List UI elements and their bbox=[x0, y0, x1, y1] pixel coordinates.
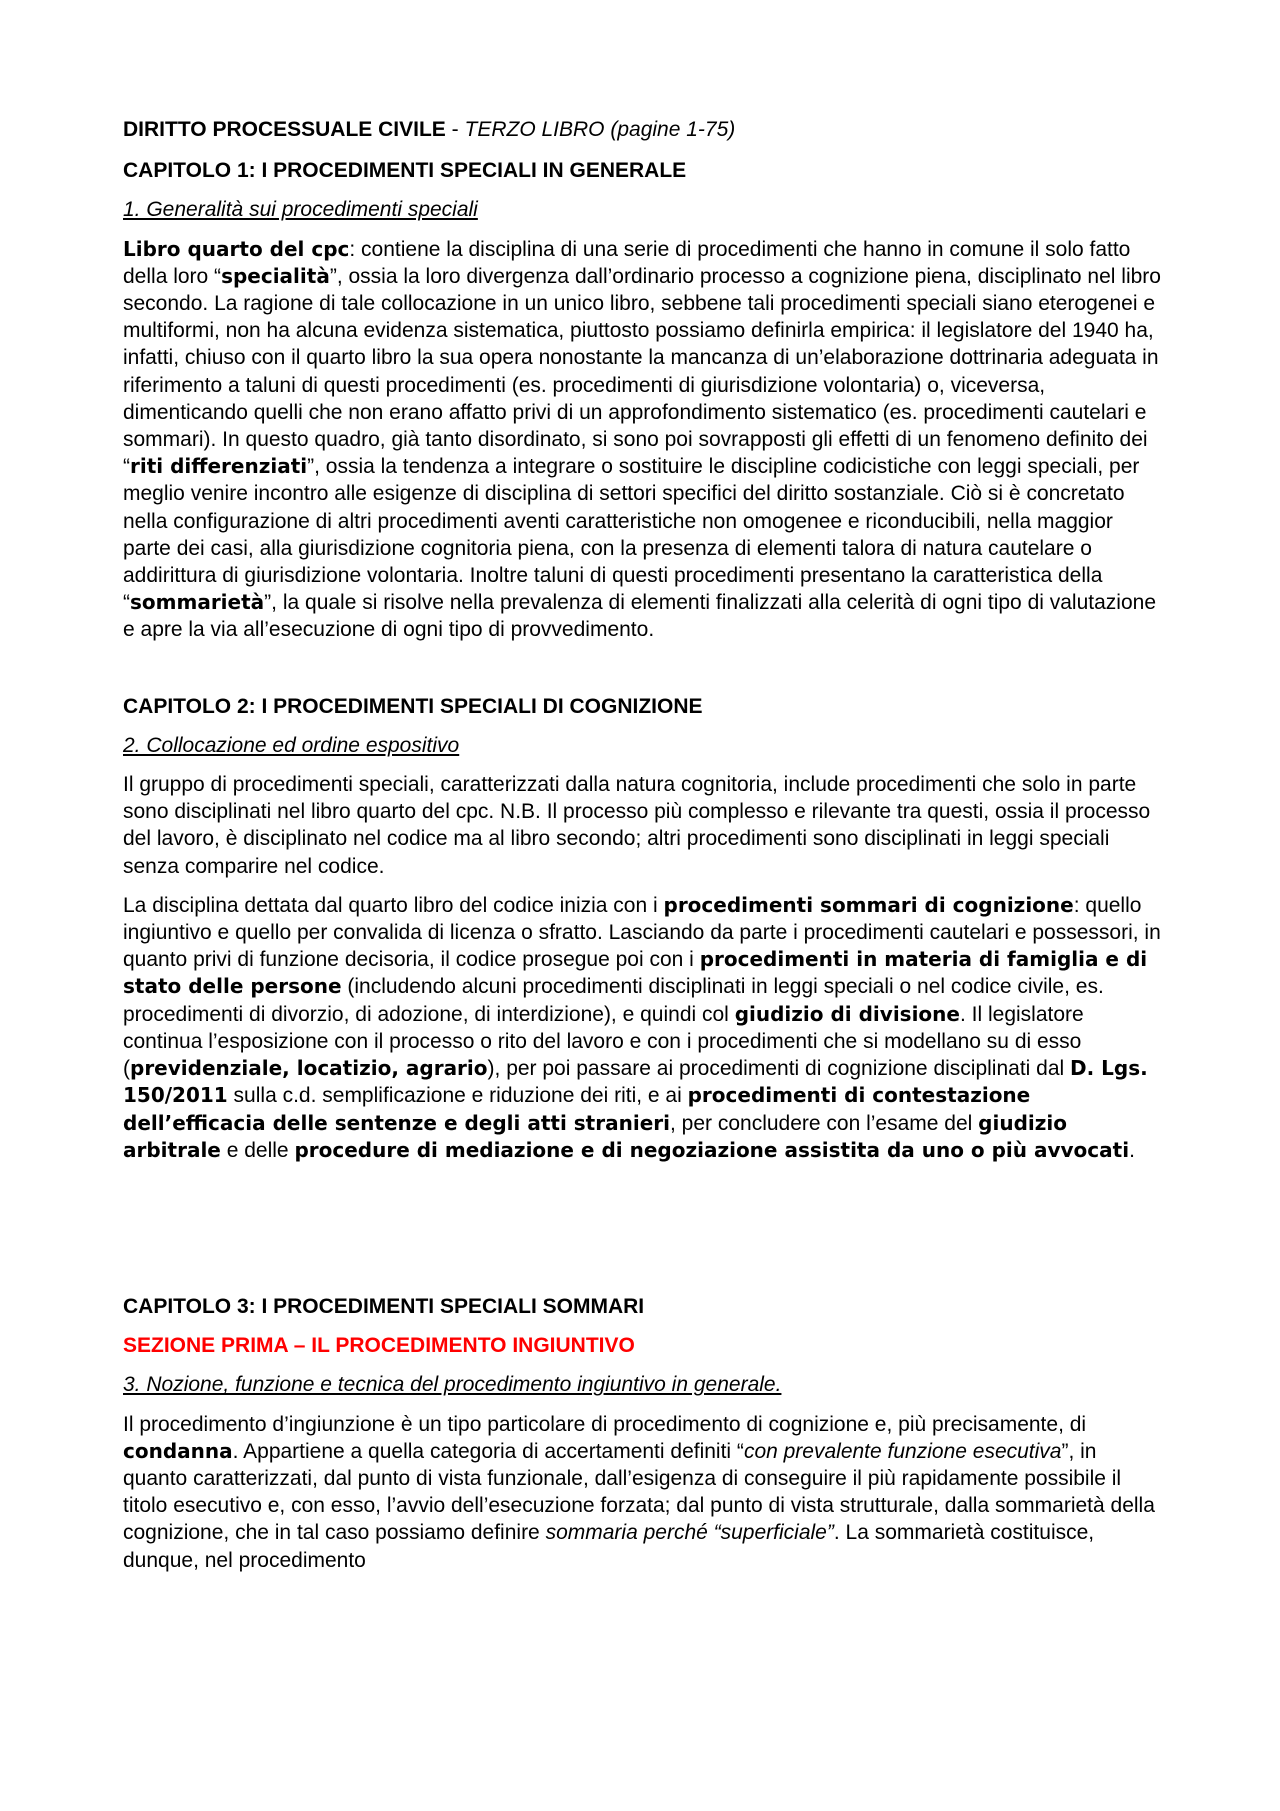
chapter-3-paragraph: Il procedimento d’ingiunzione è un tipo particolare di procedimento di cognizione e, più precisamente, di condanna. Appartiene a quella categoria di accertamenti definiti “con prevalente funzione esecutiva”, in quanto caratterizzati, dal punto di vista funzionale, dall’esigenza di conseguire il più rapidamente possibile il titolo esecutivo e, con esso, l’avvio dell’esecuzione forzata; dal punto di vista strutturale, dalla sommarietà della cognizione, che in tal caso possiamo definire sommaria perché “superficiale”. La sommarietà costituisce, dunque, nel procedimento bbox=[123, 1412, 1155, 1572]
chapter-1-title: CAPITOLO 1: I PROCEDIMENTI SPECIALI IN GENERALE bbox=[123, 159, 687, 183]
section-heading: SEZIONE PRIMA – IL PROCEDIMENTO INGIUNTIVO bbox=[123, 1334, 635, 1358]
document-title-subtitle: TERZO LIBRO (pagine 1-75) bbox=[464, 118, 736, 141]
document-page bbox=[123, 116, 1163, 1586]
chapter-2-subtitle: 2. Collocazione ed ordine espositivo bbox=[123, 733, 460, 757]
spacer bbox=[123, 656, 1163, 693]
chapter-1-subtitle: 1. Generalità sui procedimenti speciali bbox=[123, 198, 478, 222]
chapter-1-paragraph: Libro quarto del cpc: contiene la disciplina di una serie di procedimenti che hanno in comune il solo fatto della loro “specialità”, ossia la loro divergenza dall’ordinario processo a cognizione piena, disciplinato nel libro secondo. La ragione di tale collocazione in un unico libro, sebbene tali procedimenti speciali siano eterogenei e multiformi, non ha alcuna evidenza sistematica, piuttosto possiamo definirla empirica: il legislatore del 1940 ha, infatti, chiuso con il quarto libro la sua opera nonostante la mancanza di un’elaborazione dottrinaria adeguata in riferimento a taluni di questi procedimenti (es. procedimenti di giurisdizione volontaria) o, viceversa, dimenticando quelli che non erano affatto privi di un approfondimento sistematico (es. procedimenti cautelari e sommari). In questo quadro, già tanto disordinato, si sono poi sovrapposti gli effetti di un fenomeno definito dei “riti differenziati”, ossia la tendenza a integrare o sostituire le discipline codicistiche con leggi speciali, per meglio venire incontro alle esigenze di disciplina di settori specifici del diritto sostanziale. Ciò si è concretato nella configurazione di altri procedimenti aventi caratteristiche non omogenee e riconducibili, nella maggior parte dei casi, alla giurisdizione cognitoria piena, con la presenza di elementi talora di natura cautelare o addirittura di giurisdizione volontaria. Inoltre taluni di questi procedimenti presentano la caratteristica della “sommarietà”, la quale si risolve nella prevalenza di elementi finalizzati alla celerità di ogni tipo di valutazione e apre la via all’esecuzione di ogni tipo di provvedimento. bbox=[123, 236, 1161, 642]
chapter-2-paragraph-2: La disciplina dettata dal quarto libro del codice inizia con i procedimenti sommari di cognizione: quello ingiuntivo e quello per convalida di licenza o sfratto. Lasciando da parte i procedimenti cautelari e possessori, in quanto privi di funzione decisoria, il codice prosegue poi con i procedimenti in materia di famiglia e di stato delle persone (includendo alcuni procedimenti disciplinati in leggi speciali o nel codice civile, es. procedimenti di divorzio, di adozione, di interdizione), e quindi col giudizio di divisione. Il legislatore continua l’esposizione con il processo o rito del lavoro e con i procedimenti che si modellano su di esso (previdenziale, locatizio, agrario), per poi passare ai procedimenti di cognizione disciplinati dal D. Lgs. 150/2011 sulla c.d. semplificazione e riduzione dei riti, e ai procedimenti di contestazione dell’efficacia delle sentenze e degli atti stranieri, per concludere con l’esame del giudizio arbitrale e delle procedure di mediazione e di negoziazione assistita da uno o più avvocati. bbox=[123, 892, 1161, 1162]
document-title: DIRITTO PROCESSUALE CIVILE - TERZO LIBRO (pagine 1-75) bbox=[123, 118, 736, 141]
chapter-3-title: CAPITOLO 3: I PROCEDIMENTI SPECIALI SOMMARI bbox=[123, 1294, 645, 1318]
document-title-main: DIRITTO PROCESSUALE CIVILE bbox=[123, 118, 446, 141]
chapter-2-title: CAPITOLO 2: I PROCEDIMENTI SPECIALI DI COGNIZIONE bbox=[123, 694, 703, 718]
chapter-2-paragraph-1: Il gruppo di procedimenti speciali, caratterizzati dalla natura cognitoria, include procedimenti che solo in parte sono disciplinati nel libro quarto del cpc. N.B. Il processo più complesso e rilevante tra questi, ossia il processo del lavoro, è disciplinato nel codice ma al libro secondo; altri procedimenti sono disciplinati in leggi speciali senza comparire nel codice. bbox=[123, 773, 1151, 878]
chapter-3-subtitle: 3. Nozione, funzione e tecnica del procedimento ingiuntivo in generale. bbox=[123, 1373, 782, 1397]
spacer bbox=[123, 1176, 1163, 1293]
